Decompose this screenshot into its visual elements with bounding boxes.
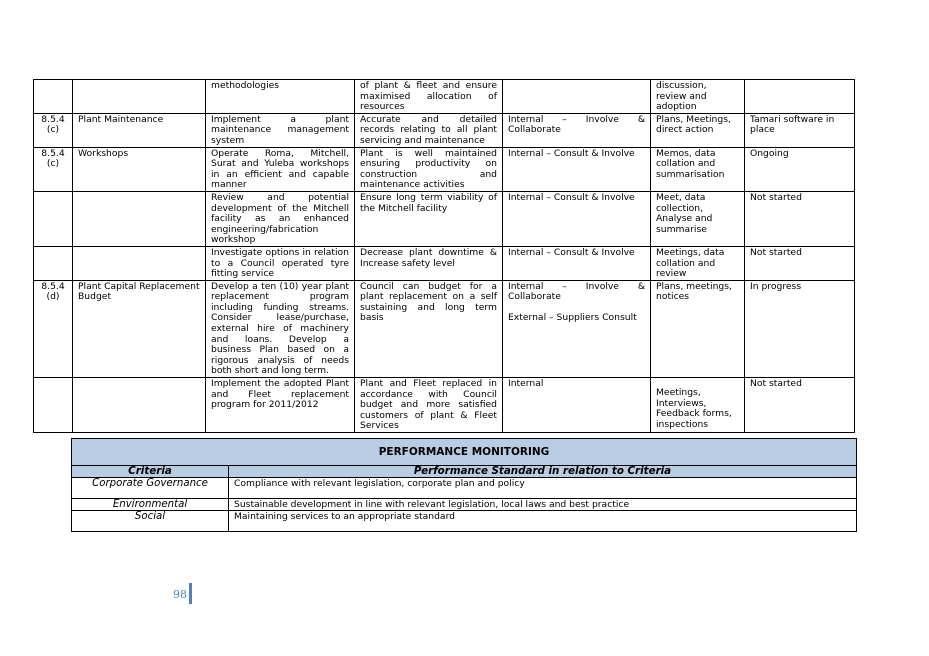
ref-cell [34, 191, 73, 246]
action-cell: Operate Roma, Mitchell, Surat and Yuleba workshops in an efficient and capable manner [206, 147, 355, 191]
performance-title: PERFORMANCE MONITORING [72, 439, 857, 466]
criteria-cell: Corporate Governance [72, 478, 229, 499]
table-row [34, 280, 855, 377]
engagement-internal: Internal – Consult & Involve [508, 147, 635, 159]
engagement-internal: Internal – Involve & Collaborate [508, 280, 645, 303]
outcome-cell: Plant is well maintained ensuring productivity on construction and maintenance activities [355, 147, 503, 191]
engagement-cell [503, 378, 651, 433]
criteria-cell: Social [72, 511, 229, 532]
area-cell [73, 378, 206, 433]
page-number: 98 [173, 588, 187, 601]
ref-cell [34, 378, 73, 433]
table-row [34, 191, 855, 246]
outcome-cell: Council can budget for a plant replacement on a self sustaining and long term basis [355, 280, 503, 377]
performance-monitoring-table [71, 438, 857, 532]
page-number-divider [189, 583, 192, 604]
outcome-cell: of plant & fleet and ensure maximised allocation of resources [355, 80, 503, 114]
area-cell: Workshops [73, 147, 206, 191]
method-cell: Plans, meetings, notices [651, 280, 745, 377]
action-cell: Implement a plant maintenance management system [206, 113, 355, 147]
engagement-internal: Internal [508, 378, 544, 390]
area-cell: Plant Maintenance [73, 113, 206, 147]
method-cell: Plans, Meetings, direct action [651, 113, 745, 147]
action-cell: methodologies [206, 80, 355, 114]
performance-header-row [72, 466, 857, 478]
table-row [72, 511, 857, 532]
engagement-cell [503, 191, 651, 246]
standard-cell: Maintaining services to an appropriate standard [229, 511, 857, 532]
engagement-cell [503, 280, 651, 377]
outcome-cell: Decrease plant downtime & Increase safety level [355, 246, 503, 280]
action-cell: Investigate options in relation to a Council operated tyre fitting service [206, 246, 355, 280]
standard-cell: Sustainable development in line with relevant legislation, local laws and best practice [229, 499, 857, 511]
engagement-cell [503, 113, 651, 147]
standard-cell: Compliance with relevant legislation, corporate plan and policy [229, 478, 857, 499]
action-cell: Review and potential development of the Mitchell facility as an enhanced engineering/fabrication workshop [206, 191, 355, 246]
method-cell: Memos, data collation and summarisation [651, 147, 745, 191]
status-cell: Ongoing [745, 147, 855, 191]
area-cell [73, 246, 206, 280]
action-cell: Develop a ten (10) year plant replacement program including funding streams. Consider lease/purchase, external hire of machinery and loans. Develop a business Plan based on a rigorous analysis of needs both short and long term. [206, 280, 355, 377]
action-cell: Implement the adopted Plant and Fleet replacement program for 2011/2012 [206, 378, 355, 433]
table-row [72, 499, 857, 511]
criteria-cell: Environmental [72, 499, 229, 511]
method-cell [651, 378, 745, 433]
status-cell: Tamari software in place [745, 113, 855, 147]
table-row [34, 113, 855, 147]
outcome-cell: Ensure long term viability of the Mitchell facility [355, 191, 503, 246]
method-text: Meetings, Interviews, Feedback forms, inspections [656, 387, 732, 430]
ref-cell: 8.5.4 (d) [34, 280, 73, 377]
table-row [34, 80, 855, 114]
status-cell: Not started [745, 191, 855, 246]
table-row [72, 478, 857, 499]
status-cell: Not started [745, 246, 855, 280]
outcome-cell: Accurate and detailed records relating to all plant servicing and maintenance [355, 113, 503, 147]
ref-cell: 8.5.4 (c) [34, 147, 73, 191]
area-cell [73, 80, 206, 114]
table-row [34, 378, 855, 433]
table-row [34, 246, 855, 280]
status-cell [745, 80, 855, 114]
engagement-internal: Internal – Consult & Involve [508, 246, 635, 258]
status-cell: Not started [745, 378, 855, 433]
outcome-cell: Plant and Fleet replaced in accordance with Council budget and more satisfied customers of plant & Fleet Services [355, 378, 503, 433]
method-cell: discussion, review and adoption [651, 80, 745, 114]
table-row [34, 147, 855, 191]
criteria-header: Criteria [72, 466, 229, 478]
engagement-cell [503, 147, 651, 191]
engagement-internal: Internal – Consult & Involve [508, 191, 635, 203]
engagement-external: External – Suppliers Consult [508, 311, 637, 323]
activity-table [33, 79, 855, 433]
engagement-cell [503, 80, 651, 114]
standard-header: Performance Standard in relation to Criteria [229, 466, 857, 478]
ref-cell: 8.5.4 (c) [34, 113, 73, 147]
performance-title-row [72, 439, 857, 466]
ref-cell [34, 80, 73, 114]
ref-cell [34, 246, 73, 280]
method-cell: Meetings, data collation and review [651, 246, 745, 280]
area-cell [73, 191, 206, 246]
engagement-cell [503, 246, 651, 280]
area-cell: Plant Capital Replacement Budget [73, 280, 206, 377]
method-cell: Meet, data collection, Analyse and summarise [651, 191, 745, 246]
status-cell: In progress [745, 280, 855, 377]
engagement-internal: Internal – Involve & Collaborate [508, 113, 645, 136]
